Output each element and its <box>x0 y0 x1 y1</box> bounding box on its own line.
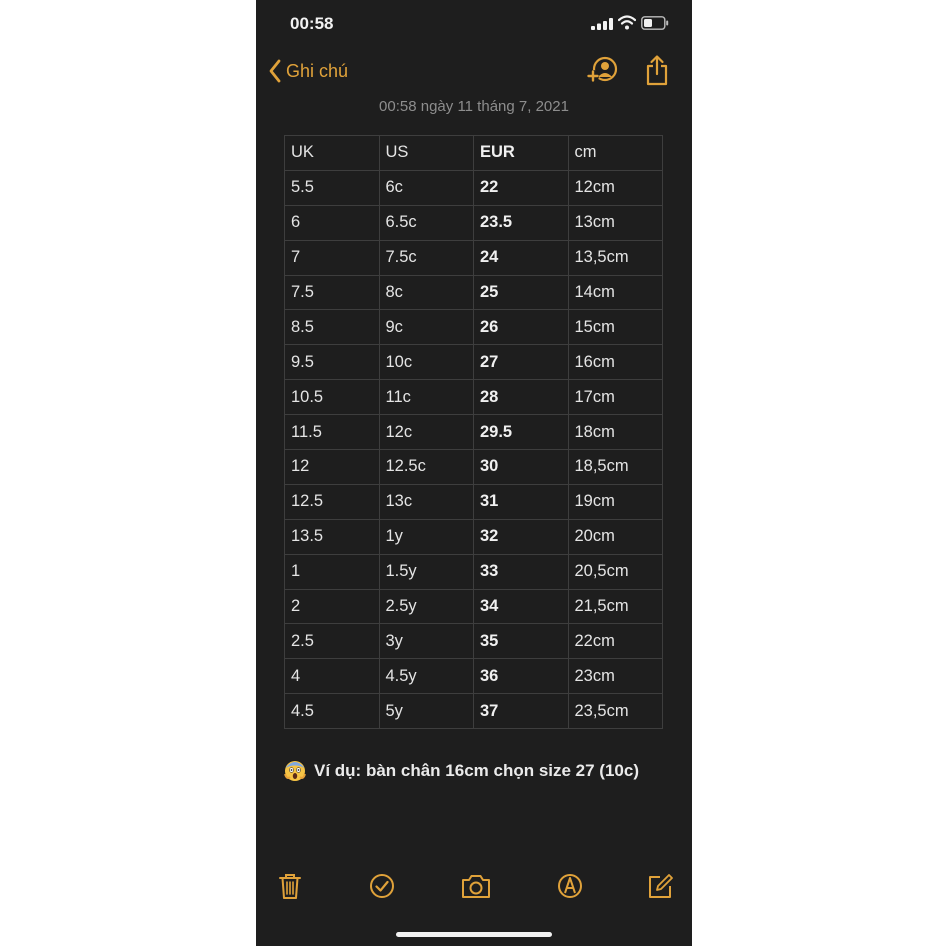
table-row <box>285 484 663 519</box>
table-row <box>285 415 663 450</box>
table-cell: 13c <box>379 484 474 519</box>
table-cell: 23cm <box>568 659 663 694</box>
table-row <box>285 694 663 729</box>
table-cell: 5y <box>379 694 474 729</box>
table-cell: 30 <box>474 450 569 485</box>
table-row <box>285 205 663 240</box>
table-cell: 14cm <box>568 275 663 310</box>
table-cell: 12.5 <box>285 484 380 519</box>
back-chevron-icon <box>268 59 282 83</box>
table-cell: 31 <box>474 484 569 519</box>
table-cell: 23.5 <box>474 205 569 240</box>
table-cell: 29.5 <box>474 415 569 450</box>
table-cell: 19cm <box>568 484 663 519</box>
checklist-icon[interactable] <box>368 872 396 900</box>
share-icon[interactable] <box>644 54 670 86</box>
table-cell: 27 <box>474 345 569 380</box>
table-cell: 1y <box>379 519 474 554</box>
table-row <box>285 519 663 554</box>
table-cell: 7.5 <box>285 275 380 310</box>
example-line <box>284 760 684 782</box>
wifi-icon <box>618 15 636 30</box>
table-cell: 3y <box>379 624 474 659</box>
table-cell: 33 <box>474 554 569 589</box>
table-cell: 6.5c <box>379 205 474 240</box>
table-cell: 13.5 <box>285 519 380 554</box>
table-header-cell: UK <box>285 136 380 171</box>
table-cell: 4.5y <box>379 659 474 694</box>
table-cell: 18cm <box>568 415 663 450</box>
table-cell: 12c <box>379 415 474 450</box>
table-cell: 4 <box>285 659 380 694</box>
table-cell: 35 <box>474 624 569 659</box>
camera-icon[interactable] <box>460 872 492 900</box>
table-cell: 2 <box>285 589 380 624</box>
table-cell: 12 <box>285 450 380 485</box>
table-row <box>285 275 663 310</box>
table-cell: 11c <box>379 380 474 415</box>
table-cell: 6 <box>285 205 380 240</box>
table-row <box>285 659 663 694</box>
table-cell: 37 <box>474 694 569 729</box>
note-date: 00:58 ngày 11 tháng 7, 2021 <box>379 98 569 115</box>
battery-icon <box>641 16 669 30</box>
back-button[interactable] <box>268 56 348 86</box>
table-cell: 1.5y <box>379 554 474 589</box>
compose-icon[interactable] <box>646 872 674 900</box>
table-cell: 21,5cm <box>568 589 663 624</box>
table-row <box>285 554 663 589</box>
table-row <box>285 310 663 345</box>
table-cell: 17cm <box>568 380 663 415</box>
table-cell: 32 <box>474 519 569 554</box>
table-cell: 22cm <box>568 624 663 659</box>
table-row <box>285 240 663 275</box>
table-cell: 26 <box>474 310 569 345</box>
back-label: Ghi chú <box>286 60 349 81</box>
table-row <box>285 450 663 485</box>
table-cell: 36 <box>474 659 569 694</box>
scream-emoji-icon <box>284 760 306 782</box>
table-header-row <box>285 136 663 171</box>
table-cell: 15cm <box>568 310 663 345</box>
example-text: Ví dụ: bàn chân 16cm chọn size 27 (10c) <box>314 761 639 780</box>
table-cell: 8.5 <box>285 310 380 345</box>
table-cell: 12.5c <box>379 450 474 485</box>
table-cell: 23,5cm <box>568 694 663 729</box>
table-cell: 16cm <box>568 345 663 380</box>
table-cell: 10.5 <box>285 380 380 415</box>
home-indicator[interactable] <box>396 932 552 937</box>
table-cell: 8c <box>379 275 474 310</box>
table-row <box>285 345 663 380</box>
notes-app-screen <box>256 0 692 946</box>
table-row <box>285 589 663 624</box>
table-header-cell: EUR <box>474 136 569 171</box>
table-cell: 5.5 <box>285 170 380 205</box>
table-cell: 10c <box>379 345 474 380</box>
table-header-cell: US <box>379 136 474 171</box>
table-cell: 24 <box>474 240 569 275</box>
table-row <box>285 380 663 415</box>
table-cell: 20,5cm <box>568 554 663 589</box>
signal-icon <box>591 18 613 30</box>
table-cell: 2.5 <box>285 624 380 659</box>
table-cell: 4.5 <box>285 694 380 729</box>
status-time: 00:58 <box>290 14 334 33</box>
table-row <box>285 624 663 659</box>
table-cell: 22 <box>474 170 569 205</box>
table-cell: 34 <box>474 589 569 624</box>
table-header-cell: cm <box>568 136 663 171</box>
table-cell: 28 <box>474 380 569 415</box>
table-cell: 6c <box>379 170 474 205</box>
markup-icon[interactable] <box>556 872 584 900</box>
table-cell: 9.5 <box>285 345 380 380</box>
table-cell: 20cm <box>568 519 663 554</box>
table-cell: 1 <box>285 554 380 589</box>
table-cell: 2.5y <box>379 589 474 624</box>
table-cell: 9c <box>379 310 474 345</box>
table-row <box>285 170 663 205</box>
table-cell: 12cm <box>568 170 663 205</box>
table-cell: 7 <box>285 240 380 275</box>
table-cell: 18,5cm <box>568 450 663 485</box>
table-cell: 13,5cm <box>568 240 663 275</box>
table-cell: 13cm <box>568 205 663 240</box>
table-cell: 7.5c <box>379 240 474 275</box>
size-table <box>284 135 663 729</box>
add-person-icon[interactable] <box>586 56 618 86</box>
table-cell: 25 <box>474 275 569 310</box>
table-cell: 11.5 <box>285 415 380 450</box>
trash-icon[interactable] <box>276 872 304 900</box>
